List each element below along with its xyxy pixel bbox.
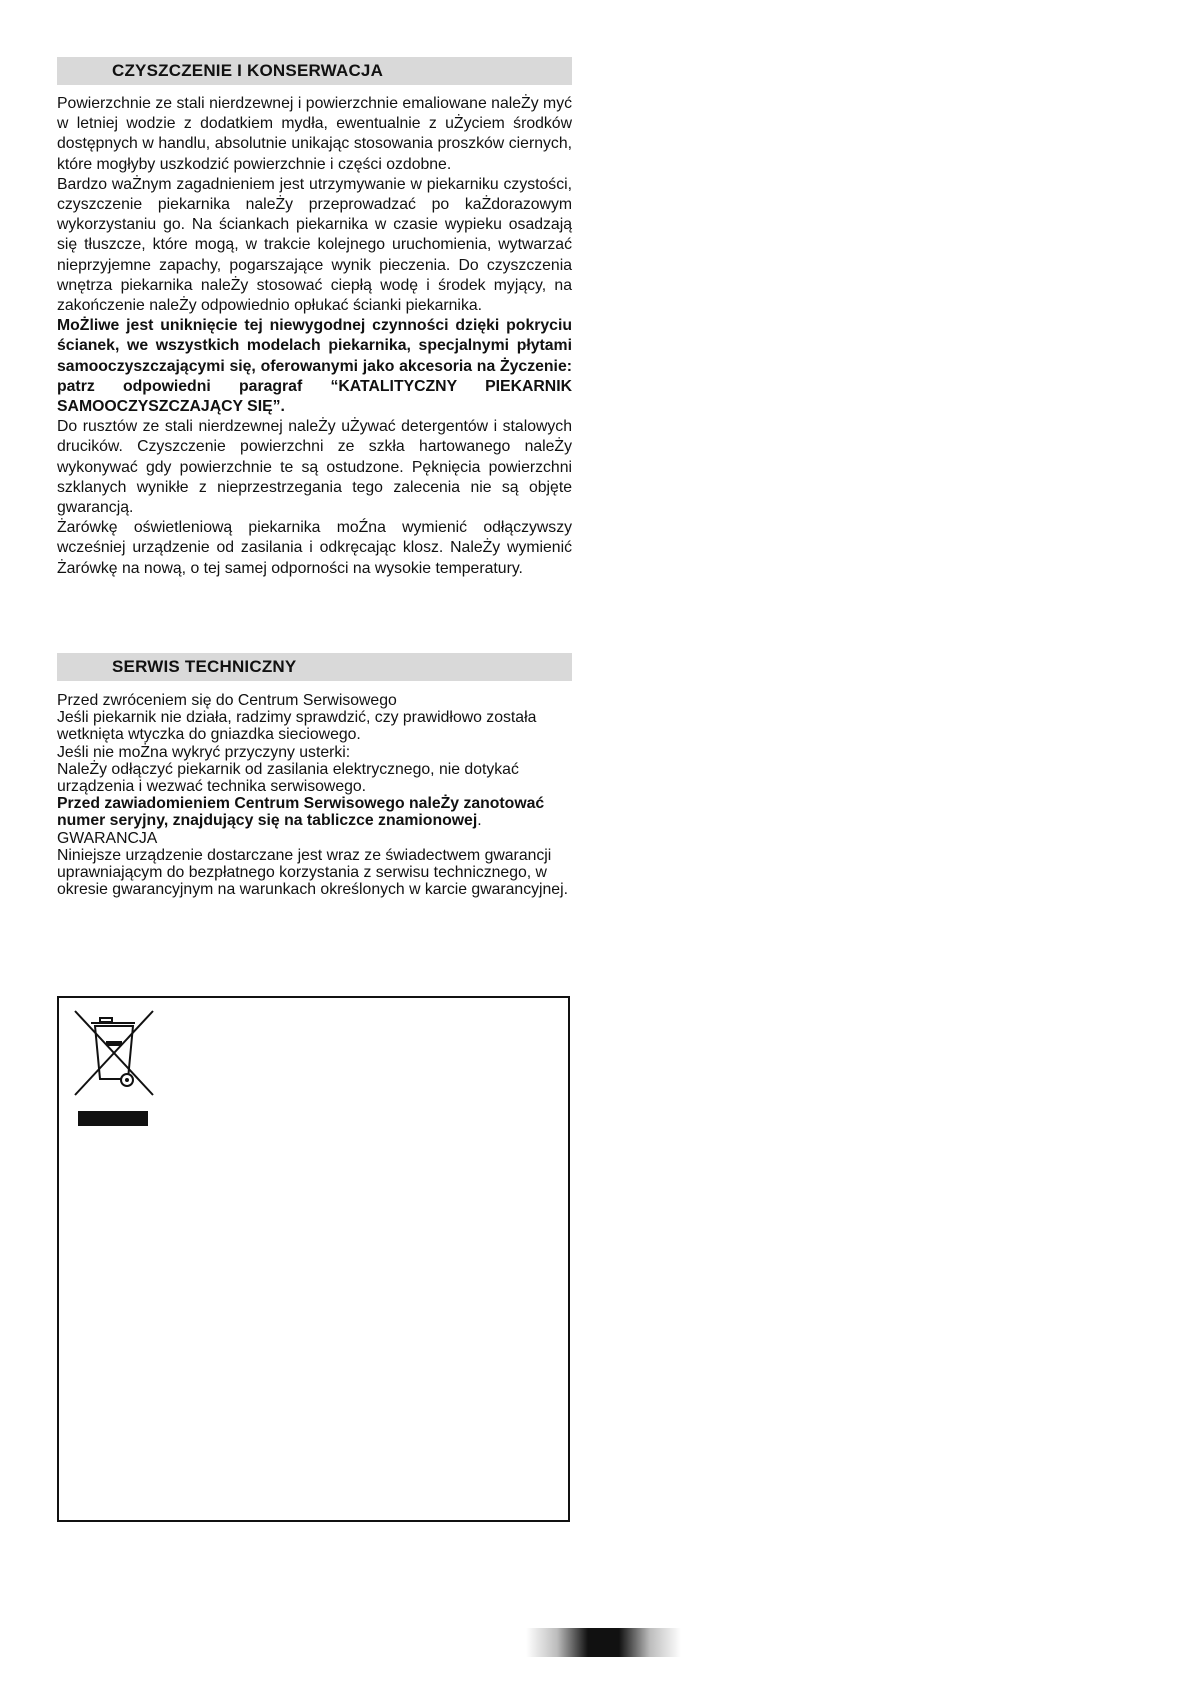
cleaning-heading: CZYSZCZENIE I KONSERWACJA	[57, 57, 572, 85]
crossed-out-bin-icon	[73, 1009, 155, 1097]
warranty-text: Niniejsze urządzenie dostarczane jest wraz ze świadectwem gwarancji uprawniającym do bezpłatnego korzystania z serwisu technicznego, w okresie gwarancyjnym na warunkach określonych w karcie gwarancyjnej.	[57, 846, 568, 899]
serial-number-note-end: .	[477, 812, 482, 830]
cleaning-body	[57, 94, 572, 579]
service-line-2: Jeśli piekarnik nie działa, radzimy sprawdzić, czy prawidłowo została wetknięta wtyczka do gniazdka sieciowego.	[57, 709, 537, 744]
cleaning-section	[57, 57, 572, 579]
weee-bar	[78, 1111, 148, 1126]
cleaning-paragraph-4: Do rusztów ze stali nierdzewnej naleŻy uŻywać detergentów i stalowych drucików. Czyszczenie powierzchni ze szkła hartowanego naleŻy wykonywać gdy powierzchnie te są ostudzone. Pęknięcia powierzchni szklanych wynikłe z nieprzestrzegania tego zalecenia nie są objęte gwarancją.	[57, 418, 572, 517]
service-line-1: Przed zwróceniem się do Centrum Serwisowego	[57, 692, 397, 709]
page-number-marker	[526, 1628, 681, 1657]
warranty-heading: GWARANCJA	[57, 829, 158, 847]
service-line-4: NaleŻy odłączyć piekarnik od zasilania elektrycznego, nie dotykać urządzenia i wezwać technika serwisowego.	[57, 760, 519, 796]
serial-number-note: Przed zawiadomieniem Centrum Serwisowego naleŻy zanotować numer seryjny, znajdujący się na tabliczce znamionowej	[57, 795, 545, 830]
cleaning-paragraph-5: Żarówkę oświetleniową piekarnika moŹna wymienić odłączywszy wcześniej urządzenie od zasilania i odkręcając klosz. NaleŻy wymienić Żarówkę na nową, o tej samej odporności na wysokie temperatury.	[57, 519, 572, 577]
weee-notice-box	[57, 996, 570, 1522]
service-body	[57, 692, 577, 898]
service-heading: SERWIS TECHNICZNY	[57, 653, 572, 681]
service-line-5	[57, 795, 577, 829]
service-section	[57, 653, 572, 898]
service-line-3: Jeśli nie moŻna wykryć przyczyny usterki:	[57, 743, 351, 761]
cleaning-paragraph-1: Powierzchnie ze stali nierdzewnej i powierzchnie emaliowane naleŻy myć w letniej wodzie z dodatkiem mydła, ewentualnie z uŻyciem środków dostępnych w handlu, absolutnie unikając stosowania proszków ciernych, które mogłyby uszkodzić powierzchnie i części ozdobne.	[57, 95, 572, 173]
cleaning-paragraph-2: Bardzo waŻnym zagadnieniem jest utrzymywanie w piekarniku czystości, czyszczenie piekarnika naleŻy przeprowadzać po kaŻdorazowym wykorzystaniu go. Na ściankach piekarnika w czasie wypieku osadzają się tłuszcze, które mogą, w trakcie kolejnego uruchomienia, wytwarzać nieprzyjemne zapachy, pogarszające wynik pieczenia. Do czyszczenia wnętrza piekarnika naleŻy stosować ciepłą wodę i środek myjący, na zakończenie naleŻy odpowiednio opłukać ścianki piekarnika.	[57, 175, 572, 315]
cleaning-paragraph-3: MoŻliwe jest uniknięcie tej niewygodnej czynności dzięki pokryciu ścianek, we wszystkich modelach piekarnika, specjalnymi płytami samooczyszczającymi się, oferowanymi jako akcesoria na Życzenie: patrz odpowiedni paragraf “KATALITYCZNY PIEKARNIK SAMOOCZYSZCZAJĄCY SIĘ”.	[57, 317, 572, 416]
